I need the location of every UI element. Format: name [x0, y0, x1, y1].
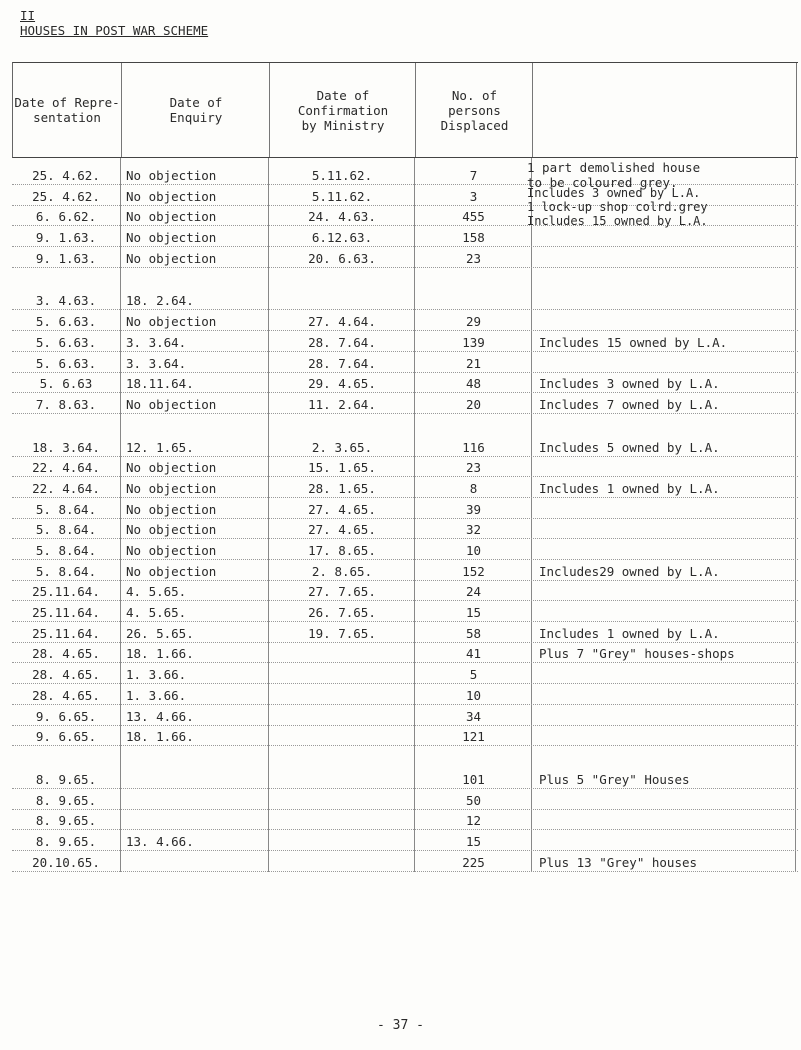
cell-confirmation-date: 28. 7.64.	[308, 334, 376, 350]
cell-persons-displaced: 29	[465, 314, 482, 330]
divider	[532, 63, 533, 157]
page-heading	[20, 8, 208, 38]
cell-persons-displaced: 32	[465, 522, 482, 538]
cell-persons-displaced: 15	[465, 605, 482, 621]
table-row	[12, 498, 798, 519]
cell-confirmation-date: 26. 7.65.	[308, 605, 376, 621]
cell-persons-displaced: 158	[462, 230, 485, 246]
col-header-confirmation: Date of Confirmation by Ministry	[297, 87, 389, 133]
cell-remarks: Includes 5 owned by L.A.	[539, 439, 720, 455]
cell-persons-displaced: 101	[462, 771, 485, 787]
table-header	[12, 62, 798, 158]
cell-remarks	[533, 789, 801, 809]
cell-remarks	[533, 226, 801, 246]
cell-confirmation-date: 20. 6.63.	[308, 250, 376, 266]
cell-representation-date: 25.11.64.	[32, 625, 100, 641]
cell-enquiry: No objection	[126, 314, 217, 330]
cell-enquiry: 3. 3.64.	[126, 355, 187, 371]
cell-remarks	[533, 247, 801, 267]
cell-enquiry: 1. 3.66.	[126, 687, 187, 703]
cell-confirmation-date	[270, 851, 414, 871]
cell-representation-date: 28. 4.65.	[32, 667, 100, 683]
cell-remarks	[533, 539, 801, 559]
cell-persons-displaced: 48	[465, 376, 482, 392]
table-row	[12, 830, 798, 851]
cell-confirmation-date: 27. 7.65.	[308, 584, 376, 600]
cell-confirmation-date	[270, 643, 414, 663]
cell-persons-displaced: 41	[465, 646, 482, 662]
cell-representation-date: 5. 8.64.	[35, 522, 97, 538]
cell-confirmation-date: 2. 3.65.	[311, 439, 373, 455]
cell-remarks	[533, 310, 801, 330]
cell-confirmation-date: 5.11.62.	[311, 188, 373, 204]
cell-representation-date: 28. 4.65.	[32, 687, 100, 703]
section-number: II	[20, 8, 36, 23]
table-row	[12, 226, 798, 247]
cell-confirmation-date	[270, 726, 414, 746]
col-header-displaced: No. of persons Displaced	[440, 87, 509, 133]
cell-remarks	[533, 352, 801, 372]
table-row	[12, 622, 798, 643]
cell-enquiry: No objection	[126, 563, 217, 579]
table-row	[12, 393, 798, 414]
cell-representation-date: 5. 8.64.	[35, 501, 97, 517]
cell-persons-displaced: 23	[465, 460, 482, 476]
cell-enquiry: 13. 4.66.	[126, 833, 194, 849]
cell-confirmation-date: 24. 4.63.	[308, 209, 376, 225]
cell-persons-displaced: 10	[465, 543, 482, 558]
cell-representation-date: 25.11.64.	[32, 584, 100, 600]
row-spacer	[12, 414, 798, 436]
table-row	[12, 810, 798, 831]
divider	[415, 63, 416, 157]
cell-confirmation-date: 5.11.62.	[311, 168, 373, 183]
col-header-remarks	[534, 63, 796, 157]
cell-remarks: Includes 3 owned by L.A.	[539, 376, 720, 392]
cell-persons-displaced: 7	[469, 168, 478, 183]
cell-representation-date: 5. 6.63.	[35, 355, 97, 371]
cell-enquiry: 4. 5.65.	[126, 584, 187, 600]
cell-enquiry: No objection	[126, 543, 217, 558]
remark-demolished: 1 part demolished house to be coloured grey.	[527, 160, 701, 190]
cell-confirmation-date: 27. 4.65.	[308, 501, 376, 517]
cell-confirmation-date: 29. 4.65.	[308, 376, 376, 392]
cell-remarks	[533, 498, 801, 518]
cell-remarks	[533, 705, 801, 725]
cell-enquiry: 18.11.64.	[126, 376, 194, 392]
table-row	[12, 663, 798, 684]
cell-remarks: Includes 1 owned by L.A.	[539, 625, 720, 641]
cell-enquiry	[122, 768, 272, 788]
cell-representation-date: 18. 3.64.	[32, 439, 100, 455]
table-row	[12, 539, 798, 560]
cell-representation-date: 6. 6.62.	[35, 209, 97, 225]
cell-representation-date: 5. 8.64.	[35, 543, 97, 558]
cell-remarks	[533, 726, 801, 746]
cell-representation-date: 5. 8.64.	[35, 563, 97, 579]
cell-confirmation-date: 28. 7.64.	[308, 355, 376, 371]
cell-remarks	[533, 663, 801, 683]
cell-confirmation-date	[270, 810, 414, 830]
cell-remarks	[533, 519, 801, 539]
cell-remarks: Plus 13 "Grey" houses	[539, 854, 698, 870]
table-row	[12, 789, 798, 810]
cell-persons-displaced: 24	[465, 584, 482, 600]
cell-representation-date: 8. 9.65.	[35, 813, 97, 829]
cell-confirmation-date: 27. 4.65.	[308, 522, 376, 538]
cell-enquiry: No objection	[126, 209, 217, 225]
cell-remarks	[533, 581, 801, 601]
table-body	[12, 158, 798, 872]
cell-enquiry	[122, 851, 272, 871]
table-row	[12, 705, 798, 726]
cell-remarks	[533, 290, 801, 310]
cell-remarks	[533, 457, 801, 477]
cell-remarks	[533, 684, 801, 704]
cell-remarks: Plus 5 "Grey" Houses	[539, 771, 690, 787]
remark-includes-block: Includes 3 owned by L.A. 1 lock-up shop colrd.grey Includes 15 owned by L.A.	[527, 186, 708, 228]
col-header-enquiry: Date of Enquiry	[169, 95, 223, 125]
cell-confirmation-date: 15. 1.65.	[308, 460, 376, 476]
cell-enquiry: 26. 5.65.	[126, 625, 194, 641]
cell-enquiry: No objection	[126, 168, 217, 183]
table-row	[12, 643, 798, 664]
section-title: HOUSES IN POST WAR SCHEME	[20, 23, 209, 38]
cell-persons-displaced: 15	[465, 833, 482, 849]
cell-confirmation-date	[270, 705, 414, 725]
cell-persons-displaced: 455	[462, 209, 485, 225]
cell-remarks	[533, 601, 801, 621]
table-row	[12, 331, 798, 352]
table-row	[12, 352, 798, 373]
cell-enquiry: No objection	[126, 230, 217, 246]
cell-representation-date: 9. 6.65.	[35, 708, 97, 724]
cell-persons-displaced: 5	[469, 667, 478, 683]
cell-persons-displaced: 34	[465, 708, 482, 724]
cell-representation-date: 8. 9.65.	[35, 833, 97, 849]
cell-persons-displaced: 116	[462, 439, 485, 455]
cell-remarks	[533, 830, 801, 850]
cell-enquiry: 18. 2.64.	[126, 293, 194, 309]
cell-enquiry: 4. 5.65.	[126, 605, 187, 621]
cell-enquiry: No objection	[126, 501, 217, 517]
cell-persons-displaced: 50	[465, 792, 482, 808]
cell-remarks: Includes29 owned by L.A.	[539, 563, 720, 579]
table-row	[12, 457, 798, 478]
table-row	[12, 601, 798, 622]
cell-enquiry: 18. 1.66.	[126, 729, 194, 745]
cell-representation-date: 3. 4.63.	[35, 293, 97, 309]
cell-remarks: Includes 7 owned by L.A.	[539, 396, 720, 412]
cell-enquiry: No objection	[126, 480, 217, 496]
cell-representation-date: 22. 4.64.	[32, 460, 100, 476]
cell-enquiry: No objection	[126, 188, 217, 204]
cell-representation-date: 8. 9.65.	[35, 771, 97, 787]
cell-persons-displaced: 152	[462, 563, 485, 579]
table-row	[12, 684, 798, 705]
cell-confirmation-date: 19. 7.65.	[308, 625, 376, 641]
cell-representation-date: 8. 9.65.	[35, 792, 97, 808]
cell-confirmation-date: 6.12.63.	[311, 230, 373, 246]
cell-persons-displaced: 39	[465, 501, 482, 517]
cell-enquiry: No objection	[126, 522, 217, 538]
table-row	[12, 768, 798, 789]
cell-enquiry	[122, 789, 272, 809]
table-row	[12, 436, 798, 457]
cell-confirmation-date	[270, 830, 414, 850]
table-row	[12, 247, 798, 268]
cell-persons-displaced: 139	[462, 334, 485, 350]
table-row	[12, 519, 798, 540]
cell-confirmation-date	[270, 789, 414, 809]
cell-enquiry: No objection	[126, 396, 217, 412]
cell-confirmation-date	[270, 290, 414, 310]
cell-representation-date: 5. 6.63.	[35, 314, 97, 330]
cell-representation-date: 25.11.64.	[32, 605, 100, 621]
cell-remarks: Includes 15 owned by L.A.	[539, 334, 728, 350]
table-row	[12, 851, 798, 872]
table-row	[12, 560, 798, 581]
table-row	[12, 477, 798, 498]
cell-confirmation-date	[270, 768, 414, 788]
cell-confirmation-date: 11. 2.64.	[308, 396, 376, 412]
divider	[121, 63, 122, 157]
cell-confirmation-date: 2. 8.65.	[311, 563, 373, 579]
divider	[269, 63, 270, 157]
cell-representation-date: 25. 4.62.	[32, 168, 100, 183]
cell-persons-displaced: 8	[469, 480, 478, 496]
cell-remarks: Plus 7 "Grey" houses-shops	[539, 646, 735, 662]
cell-enquiry: 18. 1.66.	[126, 646, 194, 662]
cell-persons-displaced: 10	[465, 687, 482, 703]
cell-representation-date: 9. 1.63.	[35, 230, 97, 246]
table-row	[12, 290, 798, 311]
cell-confirmation-date	[270, 684, 414, 704]
cell-enquiry: No objection	[126, 250, 217, 266]
cell-confirmation-date	[270, 663, 414, 683]
cell-enquiry: 3. 3.64.	[126, 334, 187, 350]
cell-representation-date: 20.10.65.	[32, 854, 100, 870]
cell-representation-date: 28. 4.65.	[32, 646, 100, 662]
table-row	[12, 726, 798, 747]
cell-persons-displaced: 20	[465, 396, 482, 412]
table-row	[12, 310, 798, 331]
cell-confirmation-date: 28. 1.65.	[308, 480, 376, 496]
table-row	[12, 581, 798, 602]
cell-persons-displaced: 121	[462, 729, 485, 745]
cell-enquiry: No objection	[126, 460, 217, 476]
cell-remarks	[533, 810, 801, 830]
divider	[796, 63, 797, 157]
cell-representation-date: 5. 6.63	[39, 376, 93, 392]
cell-persons-displaced: 58	[465, 625, 482, 641]
cell-remarks: Includes 1 owned by L.A.	[539, 480, 720, 496]
cell-representation-date: 5. 6.63.	[35, 334, 97, 350]
cell-persons-displaced	[416, 290, 531, 310]
cell-persons-displaced: 21	[465, 355, 482, 371]
cell-persons-displaced: 3	[469, 188, 478, 204]
cell-enquiry: 12. 1.65.	[126, 439, 194, 455]
cell-representation-date: 9. 1.63.	[35, 250, 97, 266]
cell-representation-date: 22. 4.64.	[32, 480, 100, 496]
cell-enquiry: 1. 3.66.	[126, 667, 187, 683]
cell-representation-date: 7. 8.63.	[35, 396, 97, 412]
cell-persons-displaced: 12	[465, 813, 482, 829]
row-spacer	[12, 268, 798, 290]
cell-representation-date: 25. 4.62.	[32, 188, 100, 204]
cell-representation-date: 9. 6.65.	[35, 729, 97, 745]
cell-enquiry: 13. 4.66.	[126, 708, 194, 724]
table-row	[12, 373, 798, 394]
cell-enquiry	[122, 810, 272, 830]
page-number: - 37 -	[377, 1018, 424, 1033]
cell-confirmation-date: 17. 8.65.	[308, 543, 376, 558]
col-header-representation: Date of Repre- sentation	[14, 95, 120, 125]
cell-persons-displaced: 225	[462, 854, 485, 870]
row-spacer	[12, 746, 798, 768]
cell-persons-displaced: 23	[465, 250, 482, 266]
cell-confirmation-date: 27. 4.64.	[308, 314, 376, 330]
